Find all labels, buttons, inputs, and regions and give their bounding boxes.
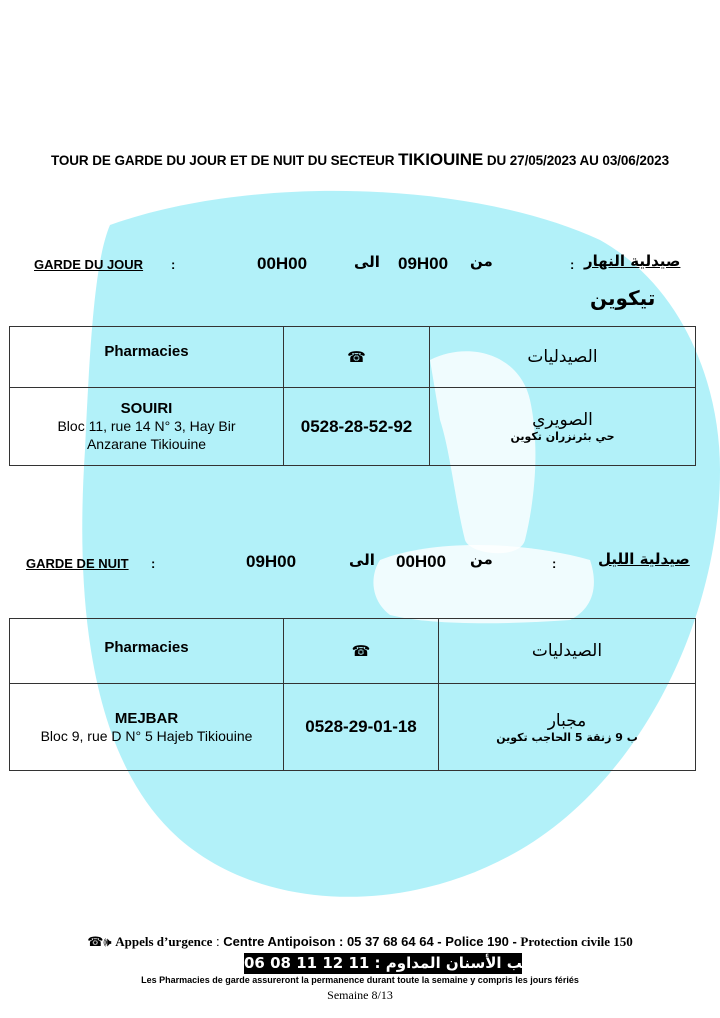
emergency-numbers: Centre Antipoison : 05 37 68 64 64 - Police 190 - bbox=[223, 934, 521, 949]
pharmacy-address-ar: ب 9 زنقة 5 الحاجب تكوين bbox=[496, 730, 638, 744]
night-from-time: 00H00 bbox=[396, 552, 447, 571]
emergency-line: ☎🕪 Appels d’urgence : Centre Antipoison : 05 37 68 64 64 - Police 190 - Protection civile 150 bbox=[87, 934, 633, 949]
pharmacy-ar-cell bbox=[430, 388, 696, 466]
night-colon-fr: : bbox=[151, 556, 156, 571]
pharmacy-name-ar: الصويري bbox=[532, 410, 593, 430]
phone-emergency-icon: ☎🕪 bbox=[87, 934, 112, 949]
day-from-word: من bbox=[470, 252, 493, 270]
day-colon-fr: : bbox=[171, 257, 176, 272]
col-header-phone bbox=[284, 619, 439, 684]
day-to-time: 00H00 bbox=[257, 254, 308, 273]
col-header-phone bbox=[284, 327, 430, 388]
night-to-word: الى bbox=[349, 551, 375, 569]
pharmacy-name-ar: مجبار bbox=[547, 710, 587, 731]
sector-name: TIKIOUINE bbox=[398, 150, 484, 169]
day-from-time: 09H00 bbox=[398, 254, 449, 273]
pharmacy-name-fr: SOUIRI bbox=[120, 400, 173, 417]
night-pharmacy-table bbox=[9, 618, 696, 771]
civil-protection: Protection civile 150 bbox=[520, 934, 633, 949]
pharmacy-address-fr-1: Bloc 11, rue 14 N° 3, Hay Bir bbox=[57, 418, 236, 434]
page-title: TOUR DE GARDE DU JOUR ET DE NUIT DU SECTEUR TIKIOUINE DU 27/05/2023 AU 03/06/2023 bbox=[50, 150, 670, 169]
pharmacy-phone: 0528-29-01-18 bbox=[305, 717, 417, 736]
night-label-ar: صيدلية الليل bbox=[598, 550, 690, 568]
day-pharmacy-table bbox=[9, 326, 696, 466]
night-to-time: 09H00 bbox=[246, 552, 297, 571]
pharmacy-name-fr: MEJBAR bbox=[114, 709, 179, 727]
pharmacy-fr-cell bbox=[10, 388, 284, 466]
emergency-label: Appels d’urgence bbox=[115, 934, 213, 949]
day-label-fr: GARDE DU JOUR bbox=[34, 257, 144, 272]
col-header-pharmacies: Pharmacies bbox=[10, 619, 284, 684]
pharmacy-phone: 0528-28-52-92 bbox=[300, 416, 413, 436]
permanence-note: Les Pharmacies de garde assureront la permanence durant toute la semaine y compris les jours fériés bbox=[141, 975, 579, 985]
night-colon-ar: : bbox=[552, 556, 557, 571]
pharmacy-address-fr: Bloc 9, rue D N° 5 Hajeb Tikiouine bbox=[40, 727, 253, 744]
day-colon-ar: : bbox=[570, 257, 575, 272]
col-header-pharmacies: Pharmacies bbox=[10, 327, 284, 388]
telephone-icon: ☎ bbox=[351, 642, 371, 660]
dentist-on-duty: طبيب الأسنان المداوم : 11 12 11 08 06 bbox=[244, 954, 550, 972]
pharmacy-fr-cell bbox=[10, 684, 284, 771]
table-row bbox=[10, 388, 696, 466]
day-to-word: الى bbox=[354, 253, 380, 271]
pharmacy-ar-cell bbox=[439, 684, 696, 771]
night-label-fr: GARDE DE NUIT bbox=[26, 556, 129, 571]
telephone-icon: ☎ bbox=[347, 348, 366, 366]
table-row bbox=[10, 684, 696, 771]
pharmacy-address-fr-2: Anzarane Tikiouine bbox=[86, 436, 207, 452]
pharmacy-address-ar: حي بئرنزران تكوين bbox=[510, 430, 615, 443]
week-number: Semaine 8/13 bbox=[327, 988, 393, 1002]
col-header-pharmacies-ar: الصيدليات bbox=[430, 327, 696, 388]
col-header-pharmacies-ar: الصيدليات bbox=[439, 619, 696, 684]
day-city-ar: تيكوين bbox=[590, 286, 656, 310]
day-label-ar: صيدلية النهار bbox=[584, 252, 681, 270]
night-from-word: من bbox=[470, 550, 493, 568]
